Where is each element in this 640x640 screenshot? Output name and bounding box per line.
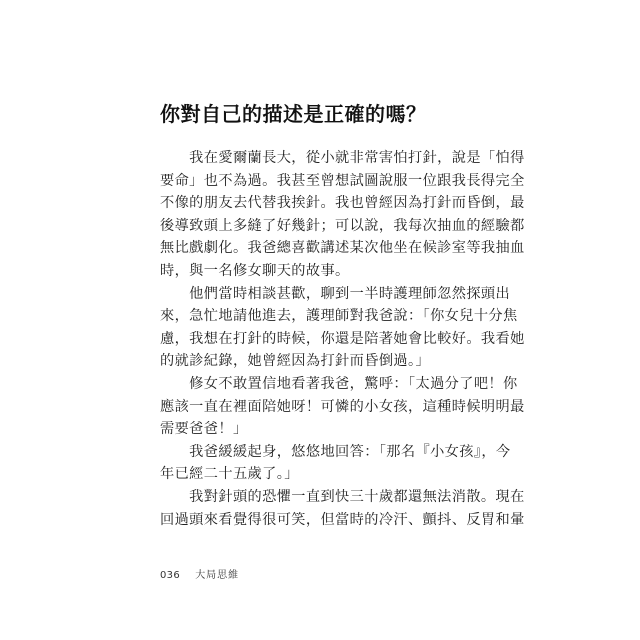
text-line: 我對針頭的恐懼一直到快三十歲都還無法消散。現在	[160, 488, 525, 505]
section-heading: 你對自己的描述是正確的嗎？	[160, 102, 427, 126]
page-number: 036	[160, 570, 180, 581]
text-line: 應該一直在裡面陪她呀！可憐的小女孩，這種時候明明最	[160, 398, 525, 415]
text-line: 不像的朋友去代替我挨針。我也曾經因為打針而昏倒，最	[160, 195, 525, 212]
text-line: 的就診紀錄，她曾經因為打針而昏倒過。」	[160, 353, 431, 370]
page-footer	[160, 569, 239, 583]
text-line: 後導致頭上多縫了好幾針；可以說，我每次抽血的經驗都	[160, 217, 525, 234]
text-line: 慮，我想在打針的時候，你還是陪著她會比較好。我看她	[160, 330, 525, 347]
text-line: 我在愛爾蘭長大，從小就非常害怕打針，說是「怕得	[160, 150, 525, 166]
paragraph-3	[160, 373, 525, 441]
paragraph-1	[160, 147, 525, 283]
text-line: 修女不敢置信地看著我爸，驚呼：「太過分了吧！你	[160, 375, 518, 392]
text-line: 年已經二十五歲了。」	[160, 466, 299, 483]
text-line: 我爸緩緩起身，悠悠地回答：「那名『小女孩』，今	[160, 443, 511, 460]
text-line: 需要爸爸！」	[160, 421, 248, 438]
text-line: 他們當時相談甚歡，聊到一半時護理師忽然探頭出	[160, 285, 511, 302]
paragraph-4	[160, 441, 511, 486]
text-line: 來，急忙地請他進去，護理師對我爸說：「你女兒十分焦	[160, 308, 518, 325]
body-text	[160, 147, 525, 531]
paragraph-2	[160, 283, 525, 373]
text-line: 無比戲劇化。我爸總喜歡講述某次他坐在候診室等我抽血	[160, 240, 525, 257]
text-line: 要命」也不為過。我甚至曾想試圖說服一位跟我長得完全	[160, 172, 525, 189]
text-line: 回過頭來看覺得很可笑，但當時的冷汗、顫抖、反胃和暈	[160, 511, 525, 528]
paragraph-5	[160, 486, 525, 531]
text-line: 時，與一名修女聊天的故事。	[160, 262, 350, 279]
book-title: 大局思維	[195, 570, 240, 581]
